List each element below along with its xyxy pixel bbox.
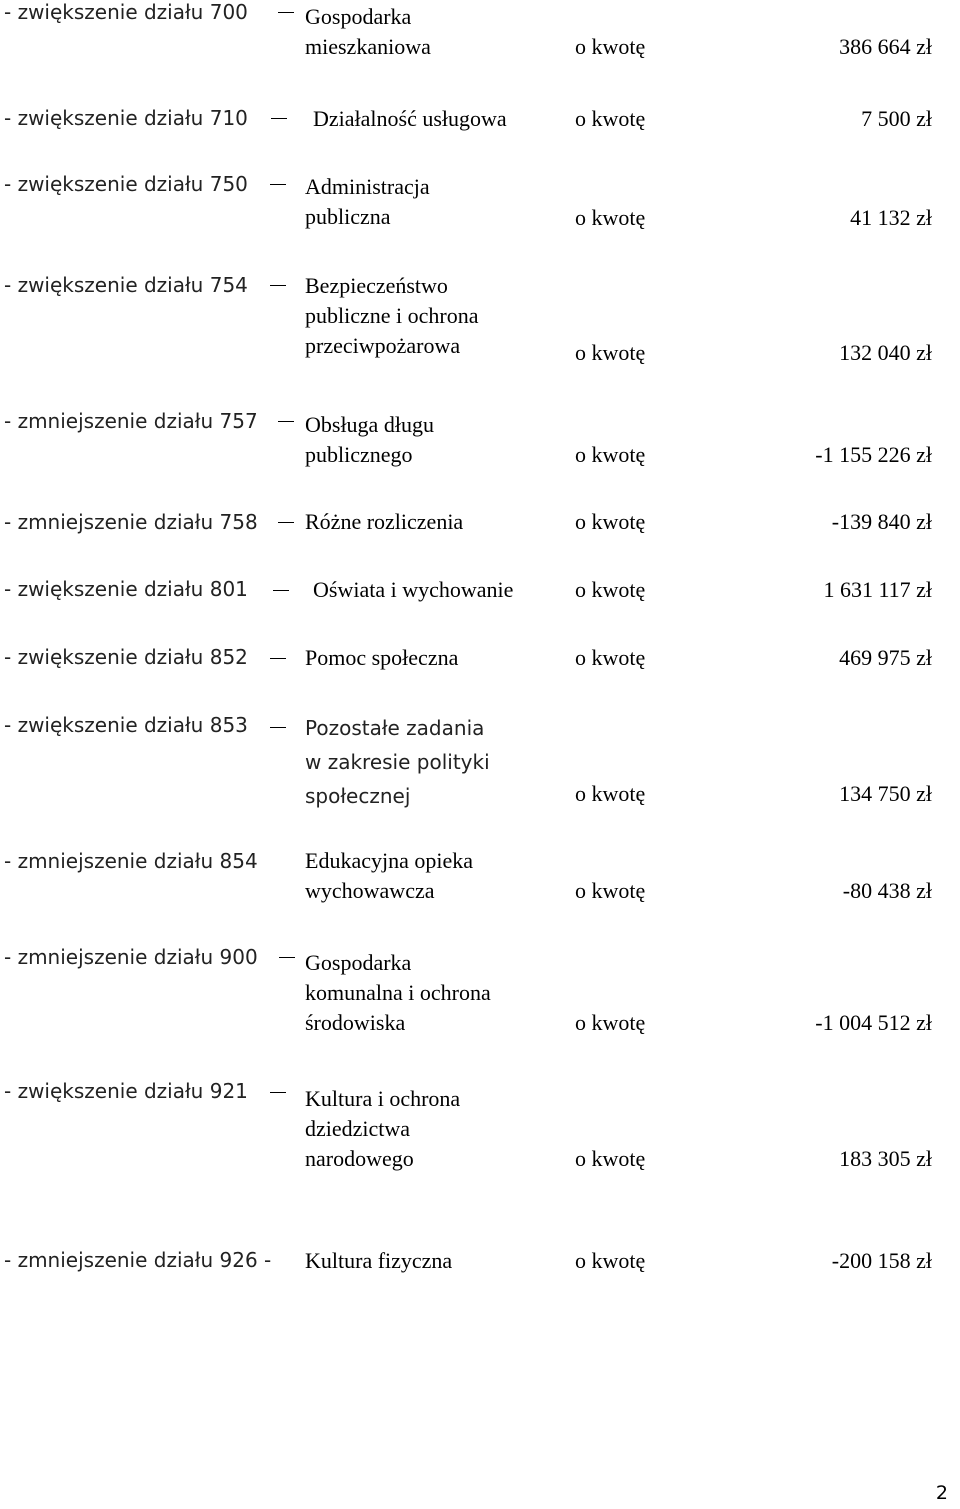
entry-name-line: Administracja: [305, 174, 430, 199]
entry-name-line: Kultura fizyczna: [305, 1248, 453, 1273]
entry-amount: -1 004 512 zł: [815, 1010, 932, 1035]
entry-name: [305, 507, 463, 537]
entry-label: - zwiększenie działu 700: [4, 0, 248, 24]
dash: [270, 727, 286, 728]
entry-kwote: o kwotę: [575, 1010, 646, 1035]
entry-amount: -1 155 226 zł: [815, 442, 932, 467]
entry-label: - zwiększenie działu 710: [4, 106, 248, 130]
entry-kwote: o kwotę: [575, 781, 646, 806]
entry-name-line: Kultura i ochrona: [305, 1086, 461, 1111]
entry-name-line: Edukacyjna opieka: [305, 848, 473, 873]
dash: [273, 590, 289, 591]
entry-name-line: środowiska: [305, 1010, 406, 1035]
entry-kwote: o kwotę: [575, 34, 646, 59]
entry-amount: 469 975 zł: [839, 645, 932, 670]
entry-name: [305, 643, 458, 673]
entry-kwote: o kwotę: [575, 442, 646, 467]
entry-name: [305, 1084, 460, 1174]
entry-label: - zmniejszenie działu 854: [4, 849, 258, 873]
entry-amount: 1 631 117 zł: [823, 577, 932, 602]
entry-name: [305, 172, 430, 232]
entry-label: - zwiększenie działu 852: [4, 645, 248, 669]
entry-name-line: Działalność usługowa: [313, 106, 507, 131]
entry-kwote: o kwotę: [575, 106, 646, 131]
entry-name-line: społecznej: [305, 784, 411, 808]
entry-amount: 134 750 zł: [839, 781, 932, 806]
dash: [279, 957, 295, 958]
entry-label: - zwiększenie działu 754: [4, 273, 248, 297]
entry-name-line: Gospodarka: [305, 950, 412, 975]
entry-name: [305, 711, 490, 813]
entry-label: - zwiększenie działu 921: [4, 1079, 248, 1103]
entry-name: [305, 846, 473, 906]
entry-label: - zmniejszenie działu 758: [4, 510, 258, 534]
entry-label: - zmniejszenie działu 900: [4, 945, 258, 969]
entry-amount: 7 500 zł: [861, 106, 932, 131]
dash: [270, 184, 286, 185]
entry-name-line: publiczna: [305, 204, 391, 229]
entry-label: - zmniejszenie działu 757: [4, 409, 258, 433]
entry-name: [305, 948, 491, 1038]
entry-amount: -200 158 zł: [831, 1248, 932, 1273]
entry-kwote: o kwotę: [575, 878, 646, 903]
dash: [271, 118, 287, 119]
entry-amount: 41 132 zł: [850, 205, 932, 230]
page-number: 2: [935, 1482, 948, 1504]
entry-name-line: Bezpieczeństwo: [305, 273, 448, 298]
entry-name-line: mieszkaniowa: [305, 34, 431, 59]
entry-name: [305, 2, 431, 62]
entry-kwote: o kwotę: [575, 577, 646, 602]
entry-name: [305, 1246, 452, 1276]
entry-name-line: komunalna i ochrona: [305, 980, 491, 1005]
entry-name-line: Oświata i wychowanie: [313, 577, 514, 602]
entry-name-line: Obsługa długu: [305, 412, 434, 437]
entry-kwote: o kwotę: [575, 645, 646, 670]
dash: [270, 1092, 286, 1093]
entry-label: - zwiększenie działu 750: [4, 172, 248, 196]
entry-label: - zwiększenie działu 801: [4, 577, 248, 601]
entry-name-line: wychowawcza: [305, 878, 435, 903]
entry-label: - zwiększenie działu 853: [4, 713, 248, 737]
entry-name: [313, 104, 507, 134]
entry-name: [313, 575, 513, 605]
entry-label: - zmniejszenie działu 926 -: [4, 1248, 272, 1272]
entry-name-line: publicznego: [305, 442, 413, 467]
entry-amount: -139 840 zł: [831, 509, 932, 534]
entry-name-line: Pomoc społeczna: [305, 645, 459, 670]
dash: [278, 522, 294, 523]
entry-name-line: dziedzictwa: [305, 1116, 411, 1141]
dash: [270, 658, 286, 659]
entry-kwote: o kwotę: [575, 1146, 646, 1171]
entry-name-line: w zakresie polityki: [305, 750, 490, 774]
entry-name-line: Pozostałe zadania: [305, 716, 485, 740]
entry-kwote: o kwotę: [575, 340, 646, 365]
entry-kwote: o kwotę: [575, 509, 646, 534]
entry-name: [305, 410, 434, 470]
entry-amount: 386 664 zł: [839, 34, 932, 59]
entry-name-line: Różne rozliczenia: [305, 509, 464, 534]
entry-name-line: publiczne i ochrona: [305, 303, 479, 328]
dash: [278, 12, 294, 13]
entry-kwote: o kwotę: [575, 1248, 646, 1273]
dash: [270, 285, 286, 286]
entry-name-line: narodowego: [305, 1146, 414, 1171]
entry-name-line: Gospodarka: [305, 4, 412, 29]
entry-amount: -80 438 zł: [842, 878, 932, 903]
entry-amount: 132 040 zł: [839, 340, 932, 365]
entry-name: [305, 271, 479, 361]
entry-amount: 183 305 zł: [839, 1146, 932, 1171]
entry-kwote: o kwotę: [575, 205, 646, 230]
entry-name-line: przeciwpożarowa: [305, 333, 461, 358]
dash: [278, 421, 294, 422]
